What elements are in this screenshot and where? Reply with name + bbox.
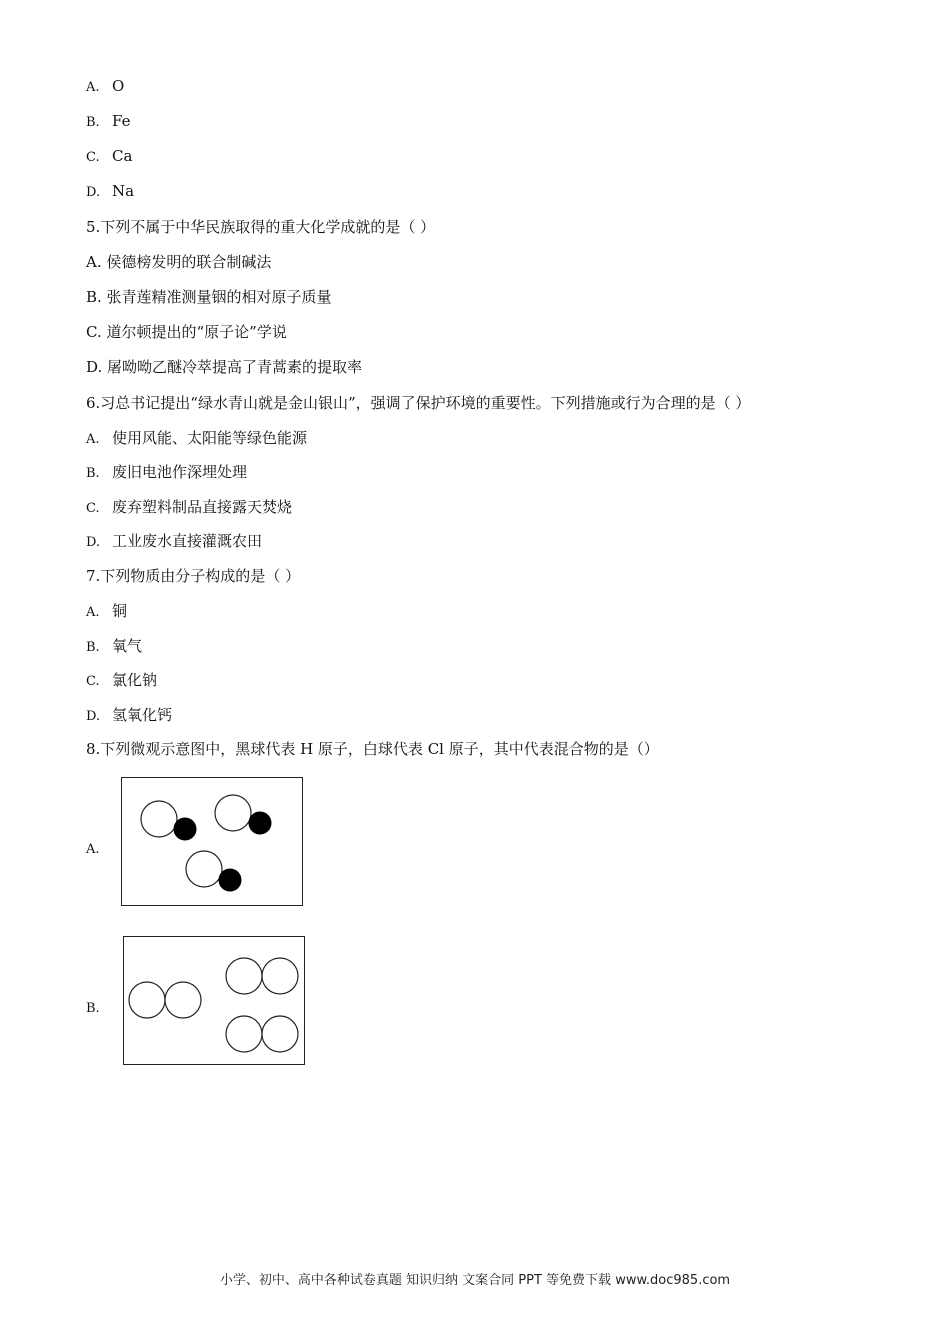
q5-option-c: C. 道尔顿提出的“原子论”学说 — [86, 323, 287, 341]
q8-option-b-label — [86, 997, 112, 1019]
option-text: 氧气 — [112, 637, 143, 655]
q6-option-b — [86, 462, 247, 484]
q5-stem: 5.下列不属于中华民族取得的重大化学成就的是（ ） — [86, 218, 436, 236]
white-ball — [165, 982, 201, 1018]
option-letter: A. — [86, 605, 100, 620]
white-ball — [226, 958, 262, 994]
option-letter: A. — [86, 80, 100, 95]
option-letter: B. — [86, 466, 100, 481]
option-text: Fe — [112, 112, 131, 130]
q5-option-d: D. 屠呦呦乙醚冷萃提高了青蒿素的提取率 — [86, 358, 363, 376]
option-letter: B. — [86, 1001, 100, 1016]
option-text: 铜 — [112, 602, 128, 620]
option-letter: D. — [86, 185, 101, 200]
option-letter: B. — [86, 115, 100, 130]
option-text: 废弃塑料制品直接露天焚烧 — [112, 498, 293, 516]
option-text: 使用风能、太阳能等绿色能源 — [112, 429, 308, 447]
option-letter: A. — [86, 842, 100, 857]
option-text: 废旧电池作深埋处理 — [112, 463, 248, 481]
q5-option-a: A. 侯德榜发明的联合制碱法 — [86, 253, 272, 271]
black-ball — [249, 812, 271, 834]
white-ball — [262, 958, 298, 994]
molecule-cl2 — [226, 1016, 298, 1052]
option-text: Ca — [112, 147, 133, 165]
molecule-hcl — [215, 795, 271, 834]
q6-option-d — [86, 531, 262, 553]
option-text: Na — [112, 182, 135, 200]
q6-stem: 6.习总书记提出“绿水青山就是金山银山”，强调了保护环境的重要性。下列措施或行为合理的是（ ） — [86, 394, 751, 412]
white-ball — [129, 982, 165, 1018]
white-ball — [215, 795, 251, 831]
white-ball — [141, 801, 177, 837]
q7-option-b — [86, 636, 142, 658]
option-text: 氢氧化钙 — [112, 706, 173, 724]
q7-stem: 7.下列物质由分子构成的是（ ） — [86, 567, 301, 585]
option-letter: C. — [86, 674, 100, 689]
q6-option-c — [86, 497, 292, 519]
cl2-molecules-diagram — [124, 937, 304, 1064]
option-letter: C. — [86, 501, 100, 516]
option-text: 工业废水直接灌溉农田 — [112, 532, 263, 550]
option-letter: B. — [86, 640, 100, 655]
option-text: 氯化钠 — [112, 671, 158, 689]
white-ball — [262, 1016, 298, 1052]
q8-option-a-label — [86, 838, 112, 860]
q7-option-d — [86, 705, 172, 727]
q8-stem: 8.下列微观示意图中，黑球代表 H 原子，白球代表 Cl 原子，其中代表混合物的是（） — [86, 740, 659, 758]
q7-option-a — [86, 601, 127, 623]
q4-option-b — [86, 111, 130, 133]
molecule-hcl — [141, 801, 196, 840]
option-text: O — [112, 77, 125, 95]
white-ball — [226, 1016, 262, 1052]
molecule-cl2 — [226, 958, 298, 994]
page-footer: 小学、初中、高中各种试卷真题 知识归纳 文案合同 PPT 等免费下载 www.doc985.com — [219, 1273, 731, 1288]
q7-option-c — [86, 670, 157, 692]
black-ball — [219, 869, 241, 891]
molecule-cl2 — [129, 982, 201, 1018]
black-ball — [174, 818, 196, 840]
q4-option-d — [86, 181, 134, 203]
q8-diagram-a — [121, 777, 303, 906]
q6-option-a — [86, 428, 307, 450]
q4-option-a — [86, 76, 124, 98]
option-letter: D. — [86, 709, 101, 724]
option-letter: C. — [86, 150, 100, 165]
white-ball — [186, 851, 222, 887]
q8-diagram-b — [123, 936, 305, 1065]
q5-option-b: B. 张青莲精准测量铟的相对原子质量 — [86, 288, 332, 306]
hcl-molecules-diagram — [122, 778, 302, 905]
option-letter: A. — [86, 432, 100, 447]
option-letter: D. — [86, 535, 101, 550]
q4-option-c — [86, 146, 132, 168]
molecule-hcl — [186, 851, 241, 891]
